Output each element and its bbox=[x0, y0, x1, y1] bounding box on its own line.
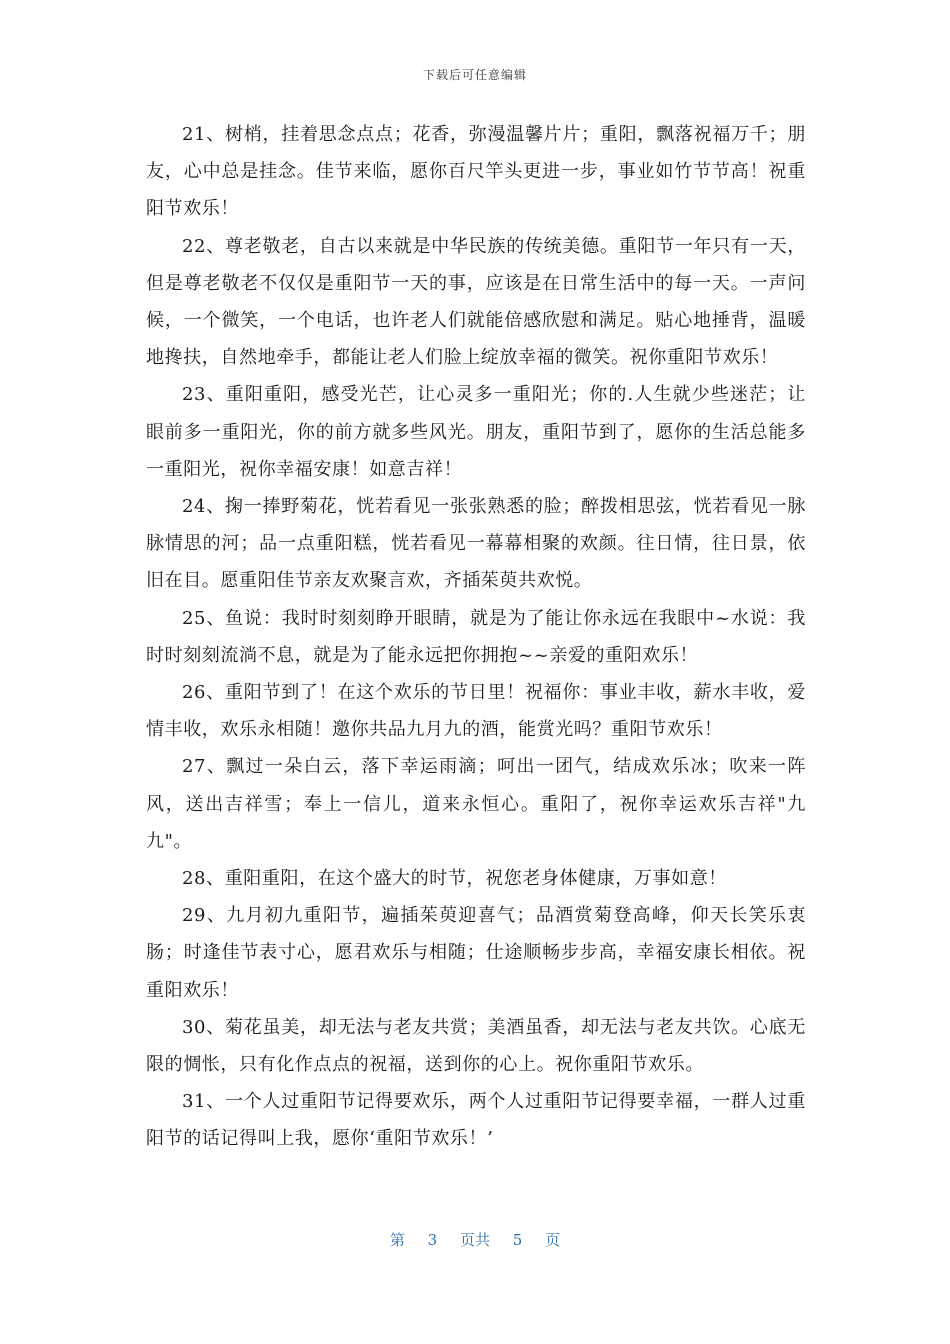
paragraph-31: 31、一个人过重阳节记得要欢乐，两个人过重阳节记得要幸福，一群人过重阳节的话记得叫上我，愿你‘重阳节欢乐！’ bbox=[146, 1091, 806, 1150]
page-header: 下载后可任意编辑 bbox=[422, 68, 527, 82]
paragraph-25: 25、鱼说：我时时刻刻睁开眼睛，就是为了能让你永远在我眼中~水说：我时时刻刻流淌不息，就是为了能永远把你拥抱~~亲爱的重阳欢乐！ bbox=[146, 607, 806, 666]
paragraph-21: 21、树梢，挂着思念点点；花香，弥漫温馨片片；重阳，飘落祝福万千；朋友，心中总是挂念。佳节来临，愿你百尺竿头更进一步，事业如竹节节高！祝重阳节欢乐！ bbox=[146, 124, 806, 220]
paragraph-29: 29、九月初九重阳节，遍插茱萸迎喜气；品酒赏菊登高峰，仰天长笑乐衷肠；时逢佳节表寸心，愿君欢乐与相随；仕途顺畅步步高，幸福安康长相依。祝重阳欢乐！ bbox=[146, 905, 806, 1001]
paragraph-26: 26、重阳节到了！在这个欢乐的节日里！祝福你：事业丰收，薪水丰收，爱情丰收，欢乐永相随！邀你共品九月九的酒，能赏光吗？重阳节欢乐！ bbox=[146, 682, 806, 741]
paragraph-22: 22、尊老敬老，自古以来就是中华民族的传统美德。重阳节一年只有一天，但是尊老敬老不仅仅是重阳节一天的事，应该是在日常生活中的每一天。一声问候，一个微笑，一个电话，也许老人们就能倍感欣慰和满足。贴心地捶背，温暖地搀扶，自然地牵手，都能让老人们脸上绽放幸福的微笑。祝你重阳节欢乐！ bbox=[146, 235, 806, 369]
footer-prefix: 第 bbox=[389, 1231, 405, 1249]
document-body bbox=[146, 116, 806, 1158]
paragraph-28: 28、重阳重阳，在这个盛大的时节，祝您老身体健康，万事如意！ bbox=[182, 868, 727, 890]
paragraph-30: 30、菊花虽美，却无法与老友共赏；美酒虽香，却无法与老友共饮。心底无限的惆怅，只有化作点点的祝福，送到你的心上。祝你重阳节欢乐。 bbox=[146, 1016, 806, 1076]
paragraph-23: 23、重阳重阳，感受光芒，让心灵多一重阳光；你的.人生就少些迷茫；让眼前多一重阳光，你的前方就多些风光。朋友，重阳节到了，愿你的生活总能多一重阳光，祝你幸福安康！如意吉祥！ bbox=[146, 384, 806, 480]
paragraph-24: 24、掬一捧野菊花，恍若看见一张张熟悉的脸；醉拨相思弦，恍若看见一脉脉情思的河；品一点重阳糕，恍若看见一幕幕相聚的欢颜。往日情，往日景，依旧在目。愿重阳佳节亲友欢聚言欢，齐插茱萸共欢悦。 bbox=[146, 496, 806, 592]
current-page-number: 3 bbox=[427, 1231, 438, 1249]
total-pages-number: 5 bbox=[512, 1231, 523, 1249]
page-footer bbox=[0, 1229, 950, 1250]
footer-middle: 页共 bbox=[459, 1231, 490, 1249]
footer-suffix: 页 bbox=[545, 1231, 561, 1249]
paragraph-27: 27、飘过一朵白云，落下幸运雨滴；呵出一团气，结成欢乐冰；吹来一阵风，送出吉祥雪；奉上一信儿，道来永恒心。重阳了，祝你幸运欢乐吉祥"九九"。 bbox=[146, 756, 806, 852]
